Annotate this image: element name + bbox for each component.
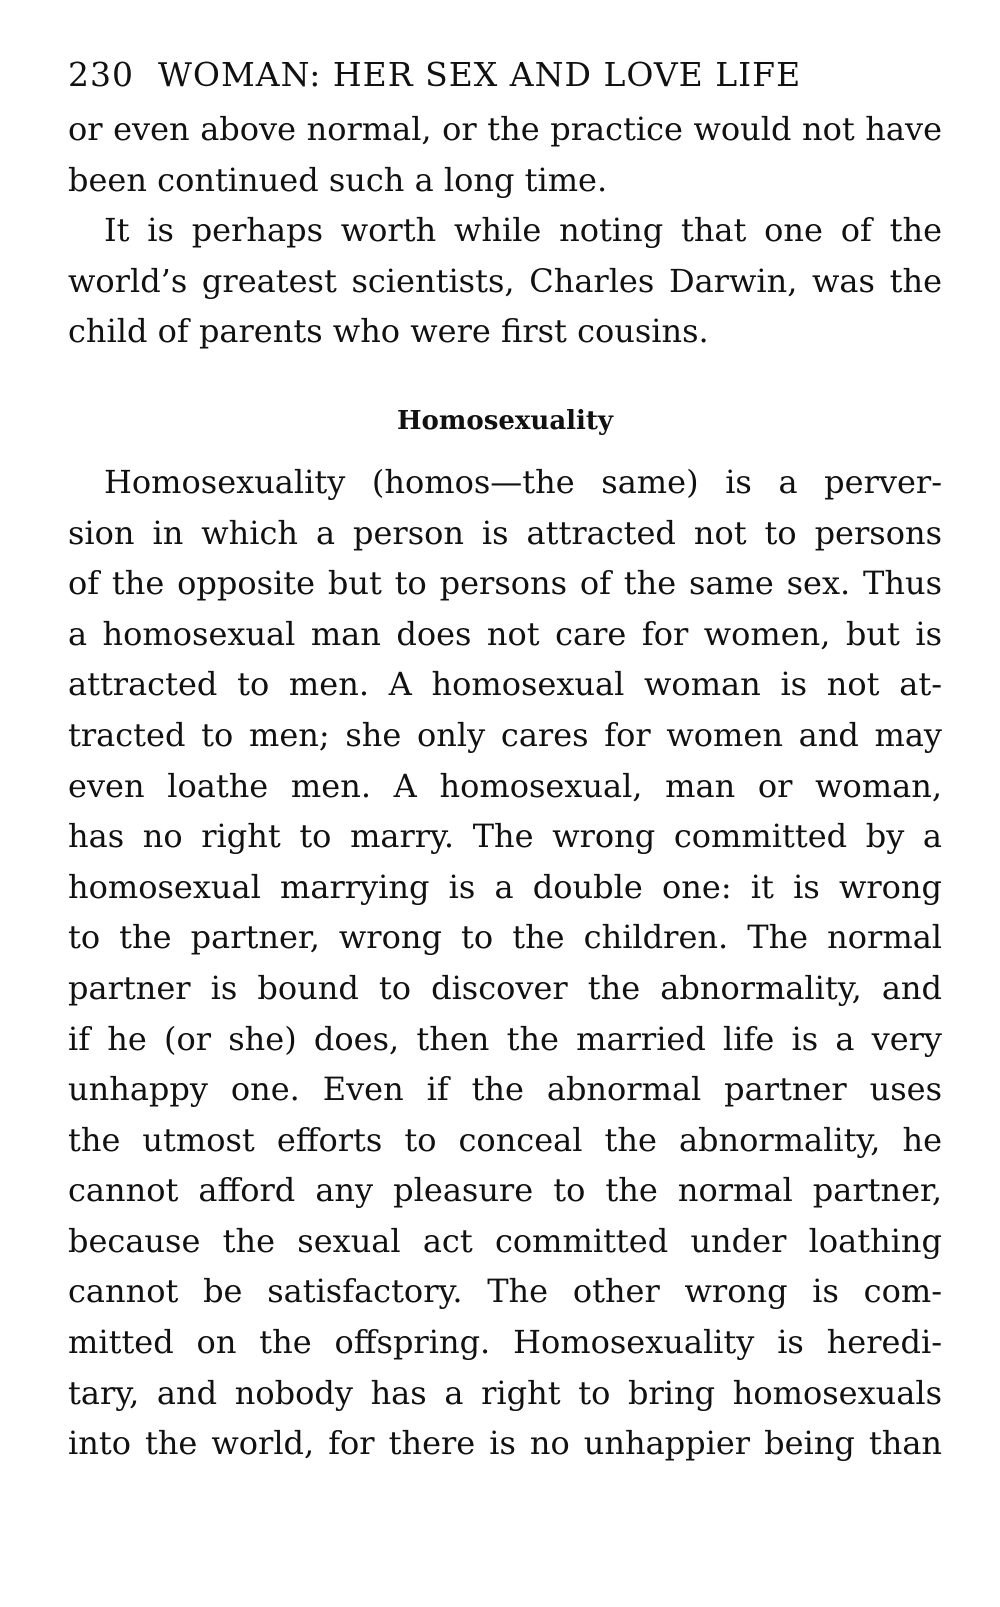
page-number: 230 [68,55,134,94]
text-line: tracted to men; she only cares for women and may [68,715,942,754]
text-line: has no right to marry. The wrong committed by a [68,817,942,856]
text-line: or even above normal, or the practice would not have [68,110,942,148]
running-head [68,52,942,98]
text-line: a homosexual man does not care for women, but is [68,614,942,653]
text-line: cannot afford any pleasure to the normal partner, [68,1171,942,1210]
body-text [68,104,942,1469]
text-line: the utmost efforts to conceal the abnormality, he [68,1120,942,1159]
text-line: cannot be satisfactory. The other wrong is com- [68,1272,942,1311]
text-line: homosexual marrying is a double one: it is wrong [68,867,942,906]
paragraph-continued [68,104,942,205]
text-line: attracted to men. A homosexual woman is not at- [68,665,942,704]
section-heading: Homosexuality [396,405,614,436]
text-line: because the sexual act committed under loathing [68,1221,942,1260]
text-line: tary, and nobody has a right to bring homosexuals [68,1373,942,1412]
paragraph-darwin [68,205,942,357]
text-line: sion in which a person is attracted not to persons [68,513,942,552]
text-line: world’s greatest scientists, Charles Darwin, was the [68,261,942,300]
paragraph-homosexuality [68,457,942,1469]
text-line: child of parents who were first cousins. [68,312,709,351]
text-line: even loathe men. A homosexual, man or woman, [68,766,942,805]
text-line: unhappy one. Even if the abnormal partner uses [68,1070,942,1109]
running-title: WOMAN: HER SEX AND LOVE LIFE [158,55,802,94]
text-line: into the world, for there is no unhappier being than [68,1424,942,1463]
text-line: mitted on the offspring. Homosexuality is heredi- [68,1323,942,1362]
book-page [68,52,942,1469]
text-line: been continued such a long time. [68,160,608,199]
text-line: partner is bound to discover the abnormality, and [68,968,942,1007]
text-line: Homosexuality (homos—the same) is a perver- [104,462,942,501]
text-line: of the opposite but to persons of the same sex. Thus [68,564,942,603]
text-line: if he (or she) does, then the married life is a very [68,1019,942,1058]
text-line: to the partner, wrong to the children. The normal [68,918,942,957]
text-line: It is perhaps worth while noting that one of the [104,211,942,250]
